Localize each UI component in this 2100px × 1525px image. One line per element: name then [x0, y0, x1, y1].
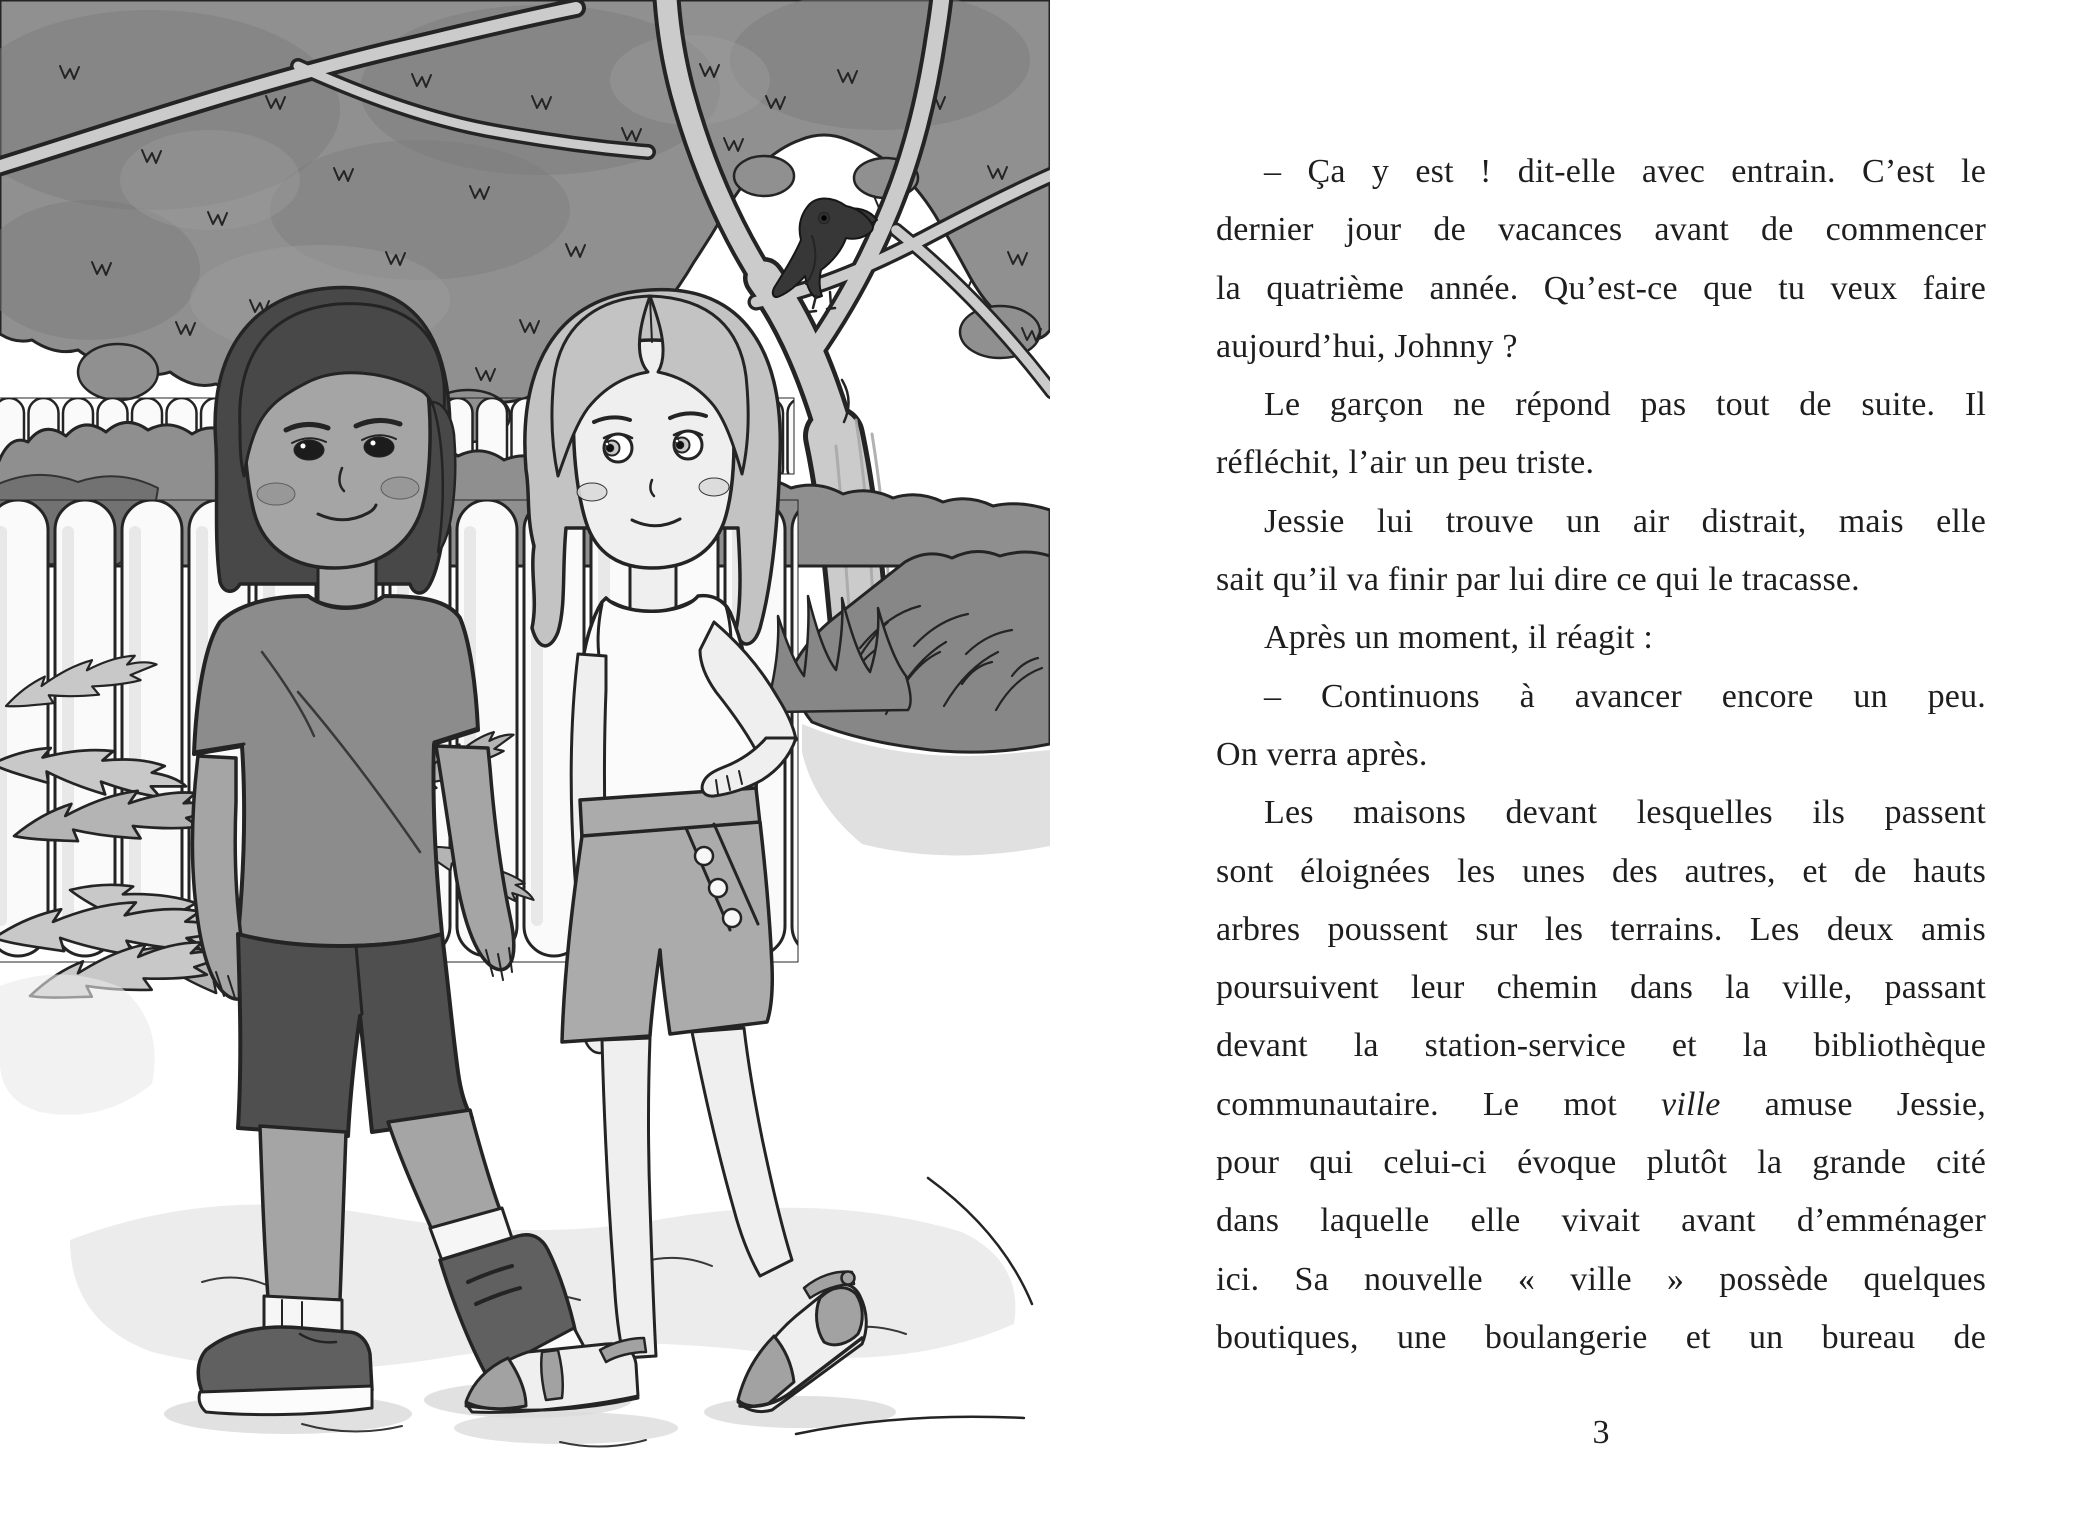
- text-page: [1216, 0, 1986, 1525]
- story-line: sait qu’il va finir par lui dire ce qui le tracasse.: [1216, 561, 1860, 599]
- story-text: [1216, 143, 1986, 1367]
- story-line: On verra après.: [1216, 735, 1428, 773]
- story-line: la quatrième année. Qu’est-ce que tu veux faire: [1216, 269, 1986, 307]
- story-line: sont éloignées les unes des autres, et de hauts: [1216, 852, 1986, 890]
- boy-shorts: [238, 934, 472, 1136]
- story-line: arbres poussent sur les terrains. Les deux amis: [1216, 910, 1986, 948]
- story-line: devant la station-service et la bibliothèque: [1216, 1027, 1986, 1065]
- story-line: dernier jour de vacances avant de commencer: [1216, 211, 1986, 249]
- page-number: 3: [1592, 1414, 1610, 1451]
- grass-mound: [768, 551, 1050, 855]
- story-line: dans laquelle elle vivait avant d’emménager: [1216, 1202, 1986, 1240]
- story-line: ici. Sa nouvelle « ville » possède quelques: [1216, 1260, 1986, 1298]
- story-line: communautaire. Le mot ville amuse Jessie,: [1216, 1085, 1987, 1123]
- story-line: Le garçon ne répond pas tout de suite. Il: [1264, 386, 1986, 424]
- story-line: Les maisons devant lesquelles ils passent: [1264, 794, 1986, 832]
- story-line: – Ça y est ! dit-elle avec entrain. C’est le: [1264, 153, 1986, 190]
- story-line: Après un moment, il réagit :: [1264, 619, 1653, 657]
- story-line: aujourd’hui, Johnny ?: [1216, 327, 1518, 365]
- story-line: pour qui celui-ci évoque plutôt la grande cité: [1216, 1144, 1986, 1182]
- story-line: – Continuons à avancer encore un peu.: [1264, 677, 1986, 715]
- story-line: Jessie lui trouve un air distrait, mais elle: [1264, 502, 1986, 540]
- story-line: boutiques, une boulangerie et un bureau de: [1216, 1318, 1986, 1356]
- story-line: réfléchit, l’air un peu triste.: [1216, 444, 1595, 482]
- story-line: poursuivent leur chemin dans la ville, passant: [1216, 969, 1986, 1007]
